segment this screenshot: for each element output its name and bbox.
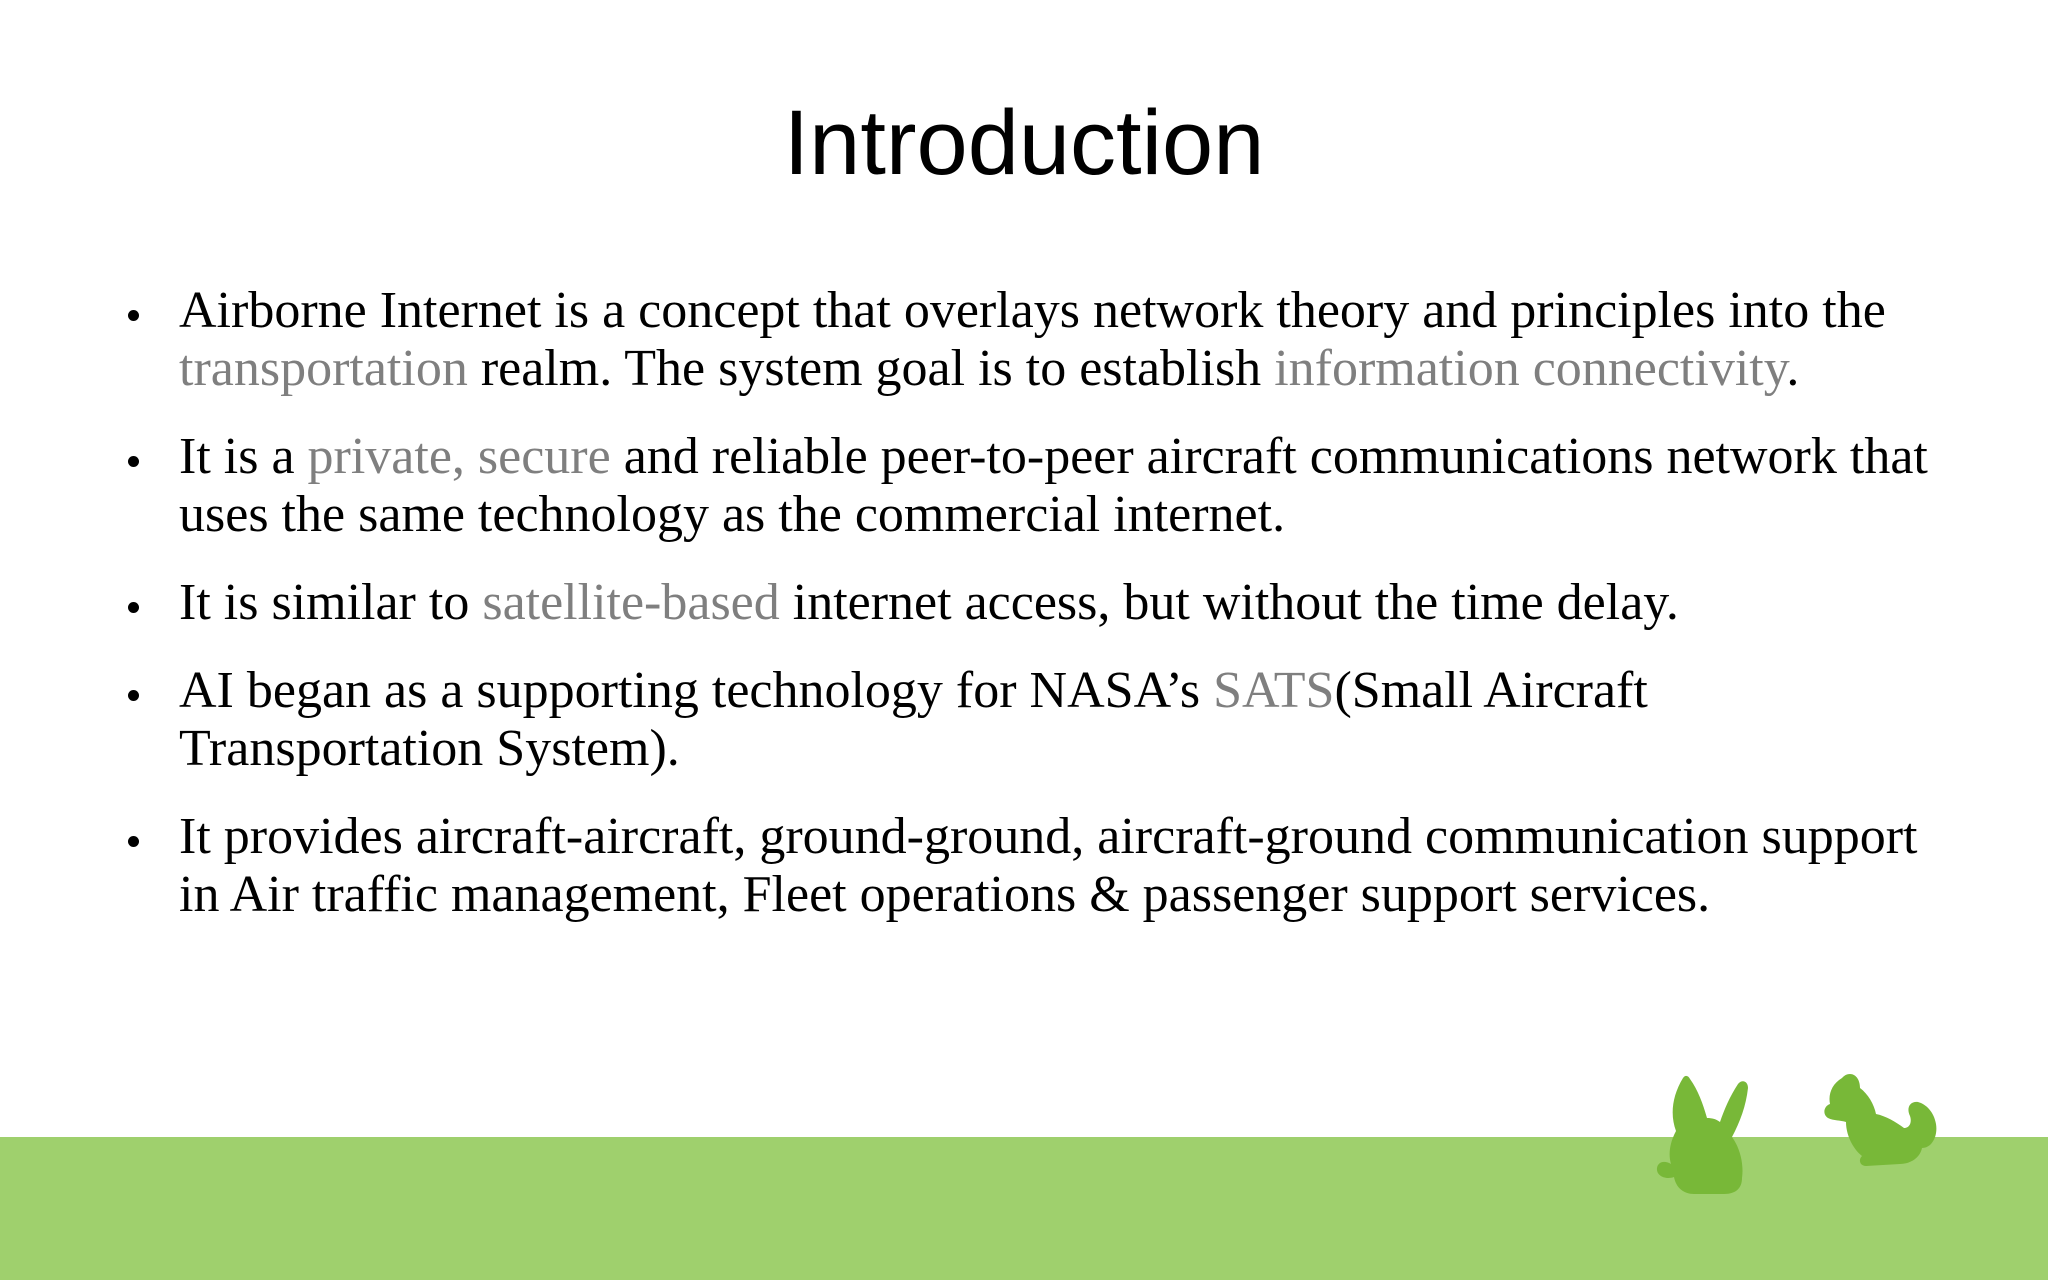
bullet-list [122,282,1952,954]
bullet-segment-highlight: SATS [1213,662,1335,719]
bullet-item [122,282,1952,398]
bullet-segment: It is similar to [179,574,483,631]
bullet-text [179,662,1648,777]
bullet-segment-highlight: private, secure [307,428,611,485]
slide-title: Introduction [783,92,1265,194]
bullet-segment: . [1786,340,1800,397]
bullet-segment: It is a [179,428,308,485]
bullet-segment: internet access, but without the time delay. [779,574,1679,631]
bullet-dot-icon [128,602,139,613]
bullet-segment: It provides aircraft-aircraft, ground-ground, aircraft-ground communication support in Air traffic management, Fleet operations & passenger support services. [179,808,1918,923]
bullet-item [122,428,1952,544]
bullet-text [179,428,1928,543]
bullet-dot-icon [128,456,139,467]
bullet-segment: and reliable peer-to-peer aircraft communications network that uses the same technology as the commercial internet. [179,428,1928,543]
bullet-text [179,808,1917,923]
bullet-segment: realm. The system goal is to establish [467,340,1275,397]
bullet-segment: AI began as a supporting technology for NASA’s [179,662,1214,719]
bullet-dot-icon [128,690,139,701]
bullet-segment: (Small Aircraft Transportation System). [179,662,1648,777]
bullet-segment: Airborne Internet is a concept that overlays network theory and principles into the [179,282,1886,339]
bullet-segment-highlight: information connectivity [1274,340,1787,397]
bullet-segment-highlight: satellite-based [482,574,780,631]
bullet-item [122,662,1952,778]
bullet-item [122,808,1952,924]
bullet-item [122,574,1952,632]
grass-ground [0,1137,2048,1280]
bullet-text [179,282,1886,397]
bullet-segment-highlight: transportation [179,340,468,397]
bullet-text [179,574,1679,631]
bullet-dot-icon [128,310,139,321]
bullet-dot-icon [128,836,139,847]
